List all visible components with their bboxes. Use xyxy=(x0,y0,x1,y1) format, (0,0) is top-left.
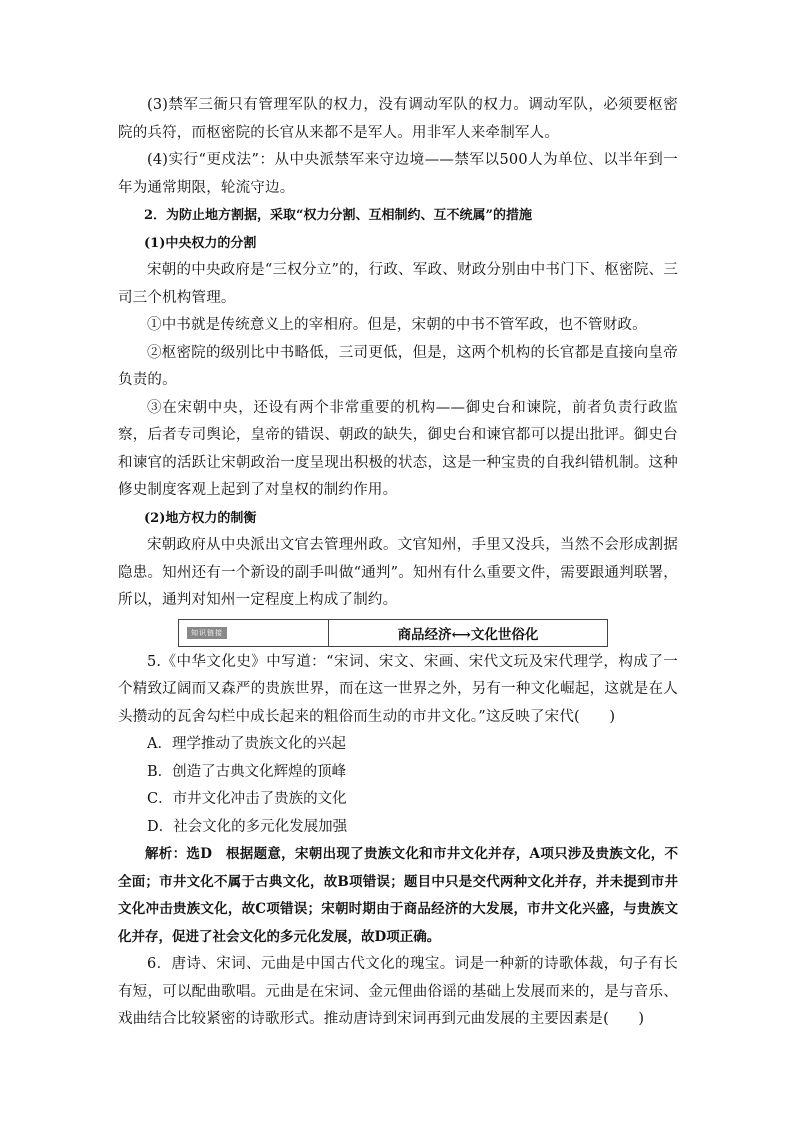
heading-local-separatism: 2．为防止地方割据，采取“权力分割、互相制约、互不统属”的措施 xyxy=(144,208,533,223)
paragraph-rotation-law: (4)实行“更戍法”：从中央派禁军来守边境——禁军以500人为单位、以半年到一年为通常期限，轮流守边。 xyxy=(118,152,678,196)
question-5-stem: 5.《中华文化史》中写道：“宋词、宋文、宋画、宋代文玩及宋代理学，构成了一个精致辽阔而又森严的贵族世界，而在这一世界之外，另有一种文化崛起，这就是在人头攒动的瓦舍勾栏中成长起来的粗俗而生动的市井文化。”这反映了宋代( ) xyxy=(118,653,678,725)
document-page xyxy=(118,92,678,1034)
question-5-option-b: B．创造了古典文化辉煌的顶峰 xyxy=(147,763,347,780)
section-banner xyxy=(178,619,608,647)
question-6-stem: 6．唐诗、宋词、元曲是中国古代文化的瑰宝。词是一种新的诗歌体裁，句子有长有短，可以配曲歌唱。元曲是在宋词、金元俚曲俗谣的基础上发展而来的，是与音乐、戏曲结合比较紧密的诗歌形式。推动唐诗到宋词再到元曲发展的主要因素是( ) xyxy=(118,956,678,1027)
question-5-option-c: C．市井文化冲击了贵族的文化 xyxy=(147,791,347,807)
paragraph-army-command: (3)禁军三衙只有管理军队的权力，没有调动军队的权力。调动军队，必须要枢密院的兵符，而枢密院的长官从来都不是军人。用非军人来牵制军人。 xyxy=(118,97,678,141)
question-5-option-d: D．社会文化的多元化发展加强 xyxy=(147,818,348,835)
question-5-analysis: 解析：选D 根据题意，宋朝出现了贵族文化和市井文化并存，A项只涉及贵族文化，不全面；市井文化不属于古典文化，故B项错误；题目中只是交代两种文化并存，并未提到市井文化冲击贵族文化，故C项错误；宋朝时期由于商品经济的大发展，市井文化兴盛，与贵族文化并存，促进了社会文化的多元化发展，故D项正确。 xyxy=(118,846,678,945)
subheading-local-power: (2)地方权力的制衡 xyxy=(144,510,257,526)
question-5-option-a: A．理学推动了贵族文化的兴起 xyxy=(147,736,346,752)
paragraph-local-government: 宋朝政府从中央派出文官去管理州政。文官知州，手里又没兵，当然不会形成割据隐患。知州还有一个新设的副手叫做“通判”。知州有什么重要文件，需要跟通判联署，所以，通判对知州一定程度上构成了制约。 xyxy=(118,537,678,608)
banner-title: 商品经济⟷文化世俗化 xyxy=(397,626,539,643)
paragraph-zhongshu: ①中书就是传统意义上的宰相府。但是，宋朝的中书不管军政，也不管财政。 xyxy=(147,317,647,333)
banner-tag-label: 知识链接 xyxy=(187,627,227,639)
subheading-central-power: (1)中央权力的分割 xyxy=(144,235,257,251)
paragraph-central-government: 宋朝的中央政府是“三权分立”的，行政、军政、财政分别由中书门下、枢密院、三司三个机构管理。 xyxy=(118,262,678,306)
paragraph-censorate: ③在宋朝中央，还设有两个非常重要的机构——御史台和谏院，前者负责行政监察，后者专司舆论，皇帝的错误、朝政的缺失，御史台和谏官都可以提出批评。御史台和谏官的活跃让宋朝政治一度呈现出积极的状态，这是一种宝贵的自我纠错机制。这种修史制度客观上起到了对皇权的制约作用。 xyxy=(118,399,678,498)
paragraph-shumiyuan: ②枢密院的级别比中书略低，三司更低，但是，这两个机构的长官都是直接向皇帝负责的。 xyxy=(118,344,678,388)
banner-tag xyxy=(179,620,329,646)
